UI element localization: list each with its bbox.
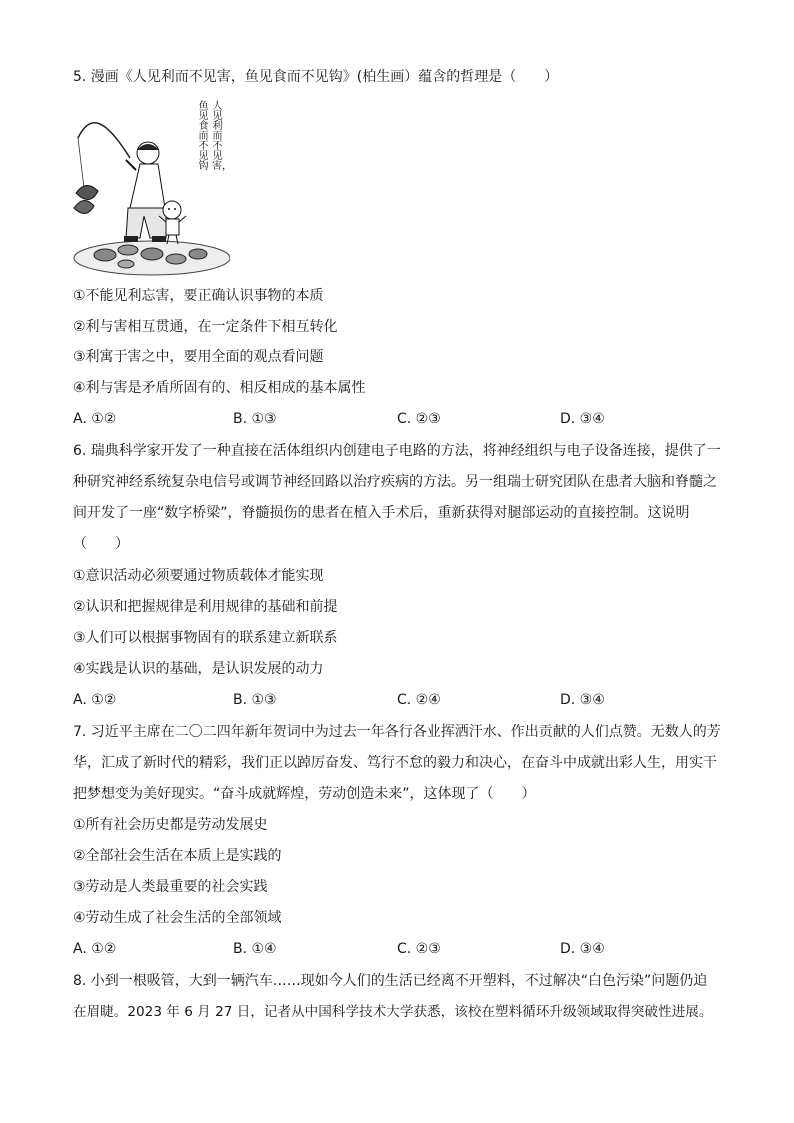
q8-stem-line-1: 8. 小到一根吸管，大到一辆汽车……现如今人们的生活已经离不开塑料，不过解决“白色污染”问题仍迫 [73,973,708,989]
q7-statement-1: ①所有社会历史都是劳动发展史 [73,817,268,833]
q5-option-a[interactable]: A. ①② [73,411,117,427]
q5-statement-1: ①不能见利忘害，要正确认识事物的本质 [73,288,324,304]
q6-statement-2: ②认识和把握规律是利用规律的基础和前提 [73,599,338,615]
q7-stem-line-1: 7. 习近平主席在二〇二四年新年贺词中为过去一年各行各业挥洒汗水、作出贡献的人们点赞。无数人的芳 [73,724,721,740]
q7-stem-line-2: 华，汇成了新时代的精彩，我们正以踔厉奋发、笃行不怠的毅力和决心，在奋斗中成就出彩人生，用实干 [73,755,717,771]
q7-option-c[interactable]: C. ②③ [397,941,441,957]
q6-option-d[interactable]: D. ③④ [560,692,605,708]
q7-option-d[interactable]: D. ③④ [560,941,605,957]
q5-options [73,409,753,429]
q5-option-d[interactable]: D. ③④ [560,411,605,427]
q5-statement-2: ②利与害相互贯通，在一定条件下相互转化 [73,319,338,335]
q6-stem-line-4: （ ） [73,536,129,552]
q6-stem-line-2: 种研究神经系统复杂电信号或调节神经回路以治疗疾病的方法。另一组瑞士研究团队在患者大脑和脊髓之 [73,474,717,490]
q6-statement-4: ④实践是认识的基础，是认识发展的动力 [73,661,324,677]
q6-options [73,690,753,710]
q6-statement-1: ①意识活动必须要通过物质载体才能实现 [73,568,324,584]
q7-options [73,939,753,959]
q6-option-b[interactable]: B. ①③ [233,692,277,708]
q5-option-c[interactable]: C. ②③ [397,411,441,427]
q7-option-b[interactable]: B. ①④ [233,941,277,957]
cartoon-caption-right: 人见利而不见害， [212,101,232,172]
q5-statement-3: ③利寓于害之中，要用全面的观点看问题 [73,349,324,365]
q6-stem-line-3: 间开发了一座“数字桥梁”，脊髓损伤的患者在植入手术后，重新获得对腿部运动的直接控制。这说明 [73,505,690,521]
cartoon-caption-left: 鱼见食而不见钩 [198,101,209,172]
q8-stem-line-2: 在眉睫。2023 年 6 月 27 日，记者从中国科学技术大学获悉，该校在塑料循环升级领域取得突破性进展。 [73,1004,713,1020]
q6-option-a[interactable]: A. ①② [73,692,117,708]
q5-option-b[interactable]: B. ①③ [233,411,277,427]
q6-statement-3: ③人们可以根据事物固有的联系建立新联系 [73,630,338,646]
q7-stem-line-3: 把梦想变为美好现实。“奋斗成就辉煌，劳动创造未来”，这体现了（ ） [73,786,536,802]
q7-statement-2: ②全部社会生活在本质上是实践的 [73,848,282,864]
q5-stem: 5. 漫画《人见利而不见害，鱼见食而不见钩》(柏生画）蕴含的哲理是（ ） [73,69,559,85]
q7-statement-3: ③劳动是人类最重要的社会实践 [73,879,268,895]
q6-option-c[interactable]: C. ②④ [397,692,441,708]
q6-stem-line-1: 6. 瑞典科学家开发了一种直接在活体组织内创建电子电路的方法，将神经组织与电子设备连接，提供了一 [73,443,721,459]
q5-cartoon [70,98,230,278]
q7-option-a[interactable]: A. ①② [73,941,117,957]
q7-statement-4: ④劳动生成了社会生活的全部领域 [73,910,282,926]
q5-statement-4: ④利与害是矛盾所固有的、相反相成的基本属性 [73,380,366,396]
